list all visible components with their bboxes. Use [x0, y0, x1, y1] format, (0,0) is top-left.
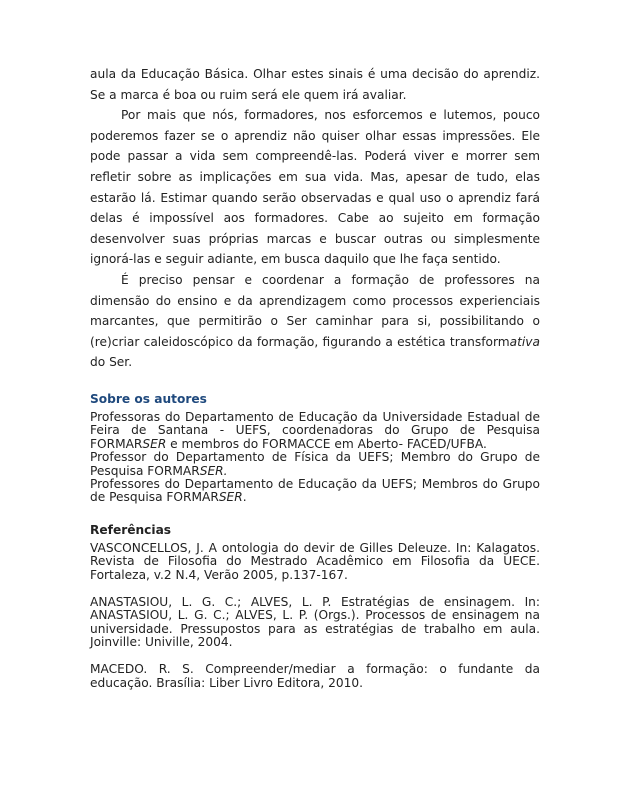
author-entry-1-text: Professoras do Departamento de Educação da Universidade Estadual de Feira de Santana - UEFS, coordenadoras do Grupo de Pesquisa FORMAR	[90, 409, 540, 451]
author-entry-1-end: e membros do FORMACCE em Aberto- FACED/UFBA.	[166, 436, 487, 451]
author-entry-3-end: .	[242, 490, 247, 505]
body-paragraph-3-end: do Ser.	[90, 355, 133, 370]
author-entry-3-text: Professores do Departamento de Educação da UEFS; Membros do Grupo de Pesquisa FORMAR	[90, 476, 540, 505]
reference-item-3: MACEDO. R. S. Compreender/mediar a formação: o fundante da educação. Brasília: Liber Livro Editora, 2010.	[90, 661, 540, 690]
author-entry-1	[90, 411, 540, 451]
author-entry-2-italic: SER.	[199, 463, 228, 478]
authors-section	[90, 411, 540, 505]
reference-item-2: ANASTASIOU, L. G. C.; ALVES, L. P. Estratégias de ensinagem. In: ANASTASIOU, L. G. C.; ALVES, L. P. (Orgs.). Processos de ensinagem na universidade. Pressupostos para as estratégias de trabalho em aula. Joinville: Univille, 2004.	[90, 594, 540, 650]
body-paragraph-3-italic: ativa	[509, 334, 540, 349]
body-paragraph-1: aula da Educação Básica. Olhar estes sinais é uma decisão do aprendiz. Se a marca é boa ou ruim será ele quem irá avaliar.	[90, 67, 540, 102]
author-entry-1-italic: SER	[142, 436, 167, 451]
body-paragraph-3-text: É preciso pensar e coordenar a formação de professores na dimensão do ensino e da aprendizagem como processos experienciais marcantes, que permitirão o Ser caminhar para si, possibilitando o (re)criar caleidoscópico da formação, figurando a estética transform	[90, 272, 540, 349]
body-paragraph-3	[90, 270, 540, 373]
author-entry-3-italic: SER	[218, 490, 243, 505]
author-entry-2	[90, 451, 540, 478]
reference-item-1: VASCONCELLOS, J. A ontologia do devir de Gilles Deleuze. In: Kalagatos. Revista de Filosofia do Mestrado Acadêmico em Filosofia da UECE. Fortaleza, v.2 N.4, Verão 2005, p.137-167.	[90, 540, 540, 582]
authors-heading: Sobre os autores	[90, 391, 207, 406]
author-entry-2-text: Professor do Departamento de Física da UEFS; Membro do Grupo de Pesquisa FORMAR	[90, 450, 540, 478]
body-paragraph-2: Por mais que nós, formadores, nos esforcemos e lutemos, pouco poderemos fazer se o aprendiz não quiser olhar essas impressões. Ele pode passar a vida sem compreendê-las. Poderá viver e morrer sem refletir sobre as implicações em sua vida. Mas, apesar de tudo, elas estarão lá. Estimar quando serão observadas e qual uso o aprendiz fará delas é impossível aos formadores. Cabe ao sujeito em formação desenvolver suas próprias marcas e buscar outras ou simplesmente ignorá-las e seguir adiante, em busca daquilo que lhe faça sentido.	[90, 108, 540, 267]
document-page	[90, 0, 540, 690]
author-entry-3	[90, 478, 540, 505]
references-heading: Referências	[90, 522, 172, 537]
